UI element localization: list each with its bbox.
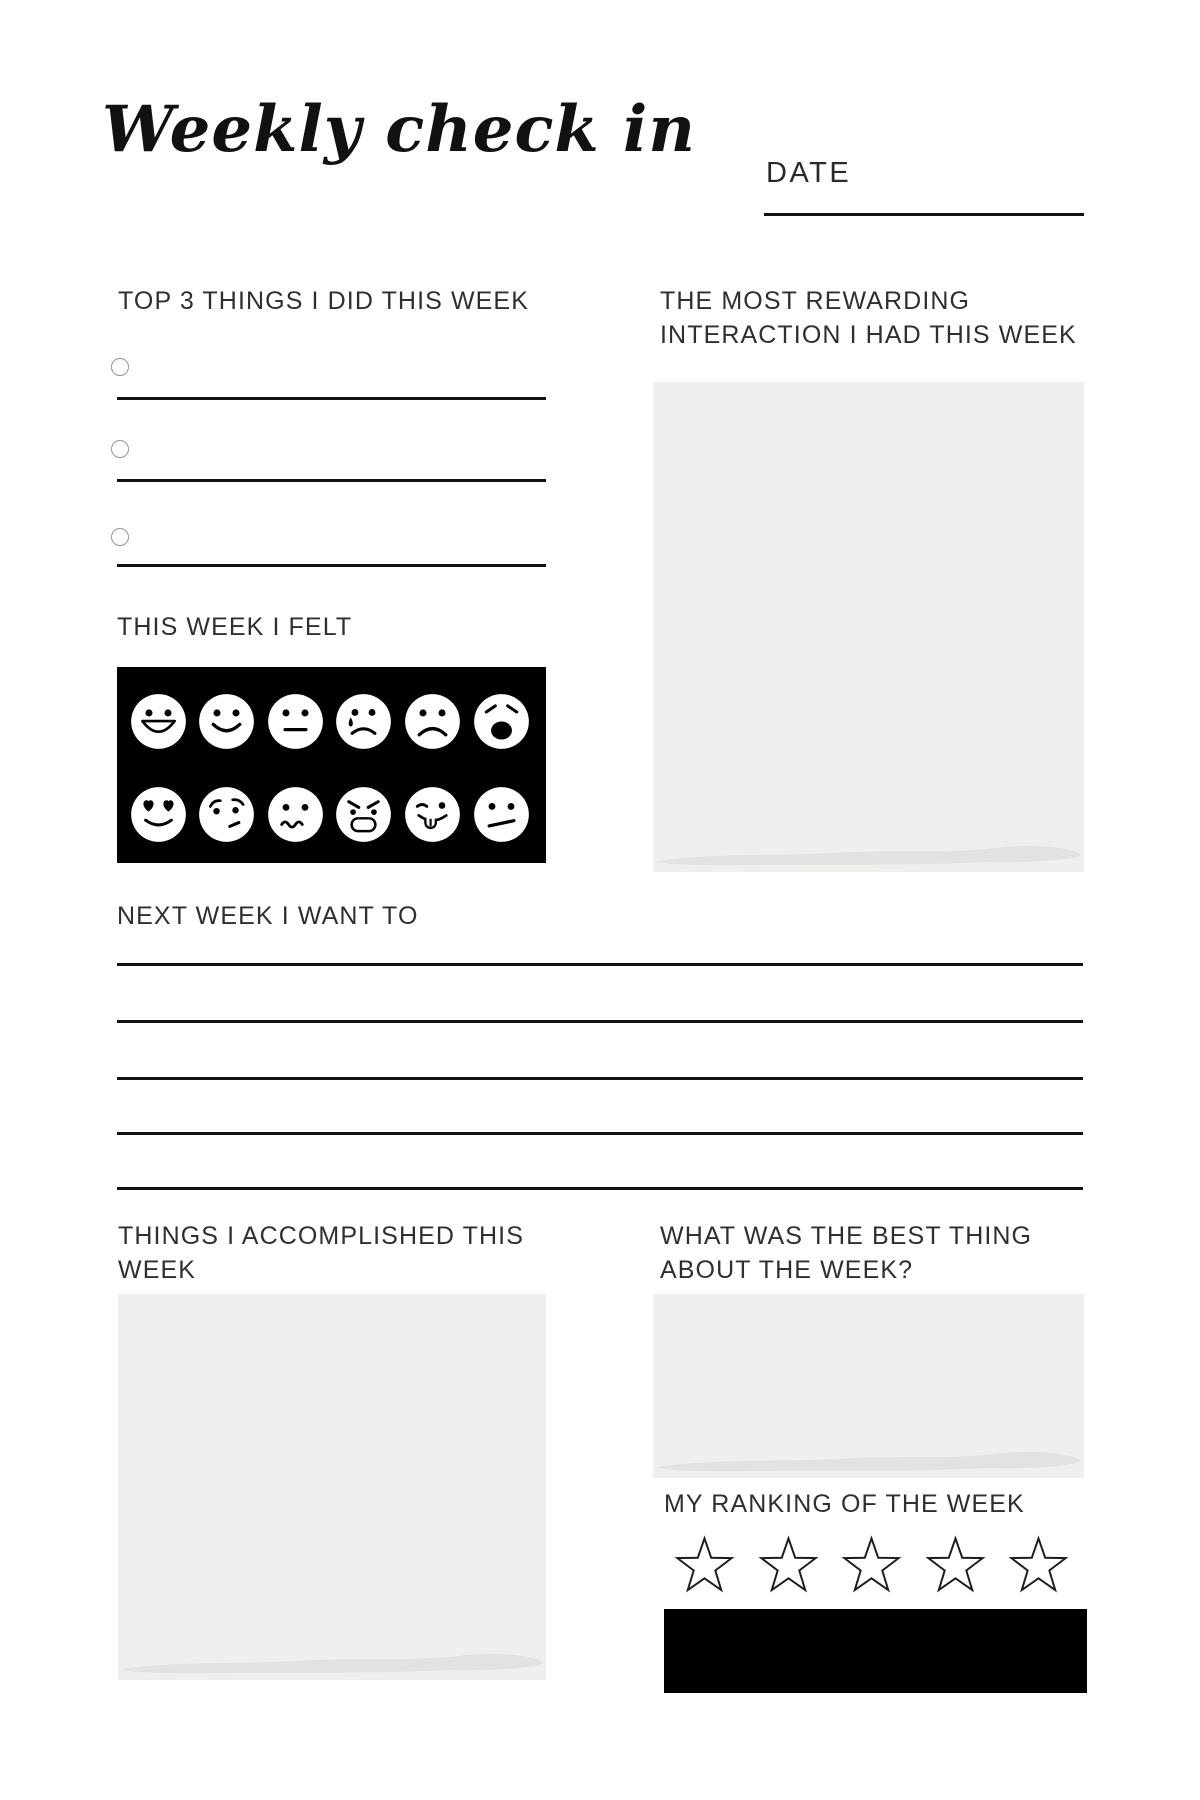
next-week-write-line[interactable] xyxy=(117,1187,1083,1190)
accomplished-note-box[interactable] xyxy=(118,1294,546,1680)
star-icon[interactable] xyxy=(841,1535,902,1595)
emoji-panel xyxy=(117,667,546,863)
star-icon[interactable] xyxy=(1008,1535,1069,1595)
brush-stroke xyxy=(118,1641,546,1677)
accomplished-heading xyxy=(118,1219,524,1287)
neutral-face-icon[interactable] xyxy=(267,693,324,750)
top3-heading: TOP 3 THINGS I DID THIS WEEK xyxy=(118,287,529,315)
next-week-write-line[interactable] xyxy=(117,1020,1083,1023)
woozy-face-icon[interactable] xyxy=(267,786,324,843)
accomplished-heading-line2: WEEK xyxy=(118,1256,197,1284)
date-label: DATE xyxy=(766,157,852,189)
best-thing-note-box[interactable] xyxy=(653,1294,1084,1478)
star-icon[interactable] xyxy=(925,1535,986,1595)
best-thing-heading-line1: WHAT WAS THE BEST THING xyxy=(660,1222,1033,1250)
next-week-write-line[interactable] xyxy=(117,1077,1083,1080)
rating-bar xyxy=(664,1609,1087,1693)
next-week-write-line[interactable] xyxy=(117,1132,1083,1135)
felt-heading: THIS WEEK I FELT xyxy=(117,613,353,641)
ranking-heading: MY RANKING OF THE WEEK xyxy=(664,1490,1025,1518)
smiling-face-icon[interactable] xyxy=(198,693,255,750)
top3-write-line[interactable] xyxy=(117,479,546,482)
top3-bullet-circle[interactable] xyxy=(111,440,129,458)
anguished-face-icon[interactable] xyxy=(473,693,530,750)
rewarding-heading-line2: INTERACTION I HAD THIS WEEK xyxy=(660,321,1077,349)
rewarding-heading-line1: THE MOST REWARDING xyxy=(660,287,971,315)
best-thing-heading xyxy=(660,1219,1032,1287)
top3-write-line[interactable] xyxy=(117,397,546,400)
top3-bullet-circle[interactable] xyxy=(111,528,129,546)
brush-stroke xyxy=(653,1439,1084,1475)
heart-eyes-face-icon[interactable] xyxy=(130,786,187,843)
worried-face-icon[interactable] xyxy=(198,786,255,843)
next-week-heading: NEXT WEEK I WANT TO xyxy=(117,902,419,930)
next-week-write-line[interactable] xyxy=(117,963,1083,966)
crying-face-icon[interactable] xyxy=(335,693,392,750)
rewarding-note-box[interactable] xyxy=(653,382,1084,872)
skeptical-face-icon[interactable] xyxy=(473,786,530,843)
top3-write-line[interactable] xyxy=(117,564,546,567)
angry-face-icon[interactable] xyxy=(335,786,392,843)
top3-bullet-circle[interactable] xyxy=(111,358,129,376)
grinning-face-icon[interactable] xyxy=(130,693,187,750)
star-icon[interactable] xyxy=(674,1535,735,1595)
winking-tongue-face-icon[interactable] xyxy=(404,786,461,843)
sad-face-icon[interactable] xyxy=(404,693,461,750)
accomplished-heading-line1: THINGS I ACCOMPLISHED THIS xyxy=(118,1222,524,1250)
date-input-line[interactable] xyxy=(764,213,1084,216)
rewarding-heading xyxy=(660,284,1077,352)
star-icon[interactable] xyxy=(758,1535,819,1595)
ranking-star-row xyxy=(660,1535,1085,1595)
best-thing-heading-line2: ABOUT THE WEEK? xyxy=(660,1256,914,1284)
brush-stroke xyxy=(653,833,1084,869)
page-title: Weekly check in xyxy=(102,92,696,167)
